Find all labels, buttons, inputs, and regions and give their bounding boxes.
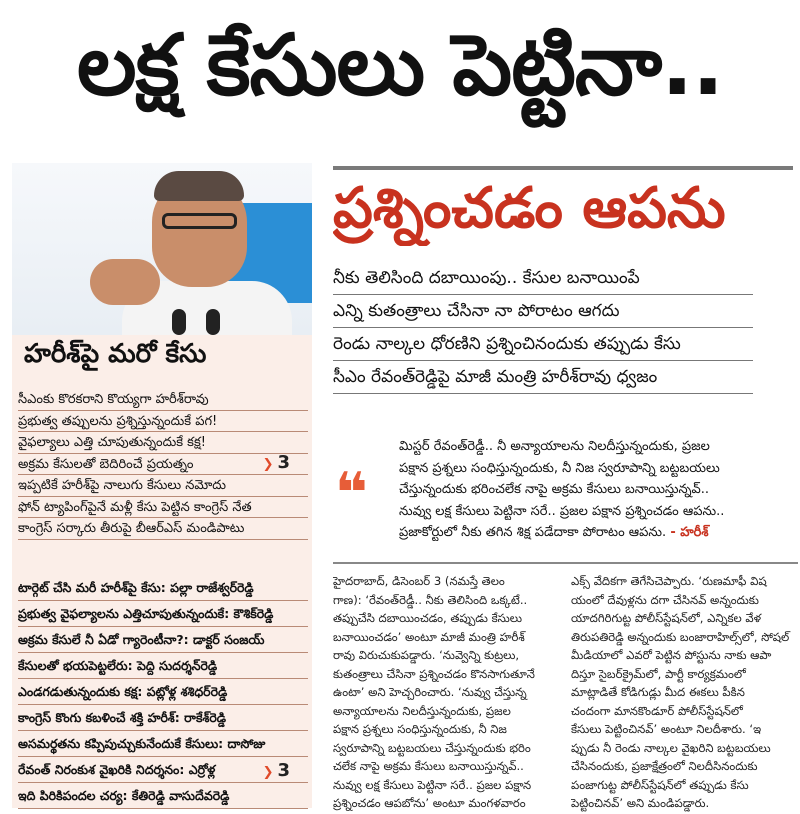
side-summary — [18, 389, 308, 540]
deck-line: ఎన్ని కుతంత్రాలు చేసినా నా పోరాటం ఆగదు — [333, 295, 753, 328]
article-line: పక్షాన ప్రశ్నలు సంధిస్తున్నందుకు, నీ నిజ — [333, 722, 507, 736]
article-line: స్వరూపాన్ని బట్టబయలు చేస్తున్నందుకు భరిం — [333, 740, 531, 755]
page-ref[interactable] — [263, 454, 290, 476]
quote-line: మిస్టర్ రేవంత్‌రెడ్డీ.. నీ అన్యాయాలను నిలదీస్తున్నందుకు, ప్రజల — [399, 439, 710, 454]
related-item: టార్గెట్ చేసి మరీ హరీశ్‌పై కేసు: పల్లా రాజేశ్వర్‌రెడ్డి — [18, 575, 308, 601]
article-line: హైదరాబాద్, డిసెంబర్ 3 (నమస్తే తెలం — [333, 574, 505, 588]
article-line: చందంగా మానకొండూర్ పోలీస్‌స్టేషన్‌లో — [571, 703, 743, 718]
arrow-icon: ❯ — [262, 765, 274, 780]
article-line: ప్రశ్నించడం ఆపబోను’ అంటూ మంగళవారం — [333, 796, 526, 810]
article-line: చలేక నాపై అక్రమ కేసులు బనాయిస్తున్నవ్.. — [333, 759, 524, 773]
article-line: ఉంటా’ అని హెచ్చరించారు. ‘నువ్వు చేస్తున్న — [333, 685, 527, 699]
related-item: ఎండగడుతున్నందుకు కక్ష: పట్లోళ్ల శశిధర్‌రెడ్డి — [18, 679, 308, 705]
related-item: ప్రభుత్వ వైఫల్యాలను ఎత్తిచూపుతున్నందుకే: కౌశిక్‌రెడ్డి — [18, 601, 308, 627]
article-line: యంలో దేవుళ్లను దగా చేసినవ్ అన్నందుకు — [571, 592, 759, 607]
related-item: అసమర్థతను కప్పిపుచ్చుకునేందుకే కేసులు: దాసోజు — [18, 731, 308, 757]
article-line: నువ్వు లక్ష కేసులు పెట్టినా సరే.. ప్రజల పక్షాన — [333, 777, 532, 792]
article-line: పెట్టించినవ్’ అని మండిపడ్డారు. — [571, 796, 710, 810]
side-line: వైఫల్యాలు ఎత్తి చూపుతున్నందుకే కక్ష! — [18, 432, 308, 454]
article-line: బనాయించడం’ అంటూ మాజీ మంత్రి హరీశ్ — [333, 629, 525, 644]
quote-line-text: ప్రజాకోర్టులో నీకు తగిన శిక్ష పడేదాకా పోరాటం ఆపను. — [399, 525, 667, 540]
deck-line: సీఎం రేవంత్‌రెడ్డిపై మాజీ మంత్రి హరీశ్‌రావు ధ్వజం — [333, 361, 753, 394]
deck-line: రెండు నాల్కల ధోరణిని ప్రశ్నించినందుకు తప్పుడు కేసు — [333, 328, 753, 361]
side-line: సీఎంకు కొరకరాని కొయ్యగా హరీశ్‌రావు — [18, 389, 308, 411]
article-line: ప్పుడు నీ రెండు నాల్కల వైఖరిని బట్టబయలు — [571, 740, 771, 755]
article-line: కేసులు పెట్టించినవ్’ అంటూ నిలదీశారు. ‘ఇ — [571, 722, 762, 736]
quote-line: చేస్తున్నందుకు భరించలేక నాపై అక్రమ కేసులు బనాయిస్తున్నవ్.. — [399, 482, 710, 497]
photo-harish-rao — [12, 163, 312, 335]
quote-line: పక్షాన ప్రశ్నలు సంధిస్తున్నందుకు, నీ నిజ స్వరూపాన్ని బట్టబయలు — [399, 460, 720, 476]
page-ref[interactable] — [263, 758, 290, 783]
related-item: కేసులతో భయపెట్టలేరు: పెద్ది సుదర్శన్‌రెడ్డి — [18, 653, 308, 679]
article-line: గాణ): ‘రేవంత్‌రెడ్డీ.. నీకు తెలిసింది ఒక్కటే.. — [333, 592, 528, 607]
deck — [333, 262, 753, 394]
headline: లక్ష కేసులు పెట్టినా.. — [76, 15, 724, 114]
side-line — [18, 454, 308, 476]
subheadline: ప్రశ్నించడం ఆపను — [333, 166, 793, 246]
quote-line — [399, 522, 799, 544]
quote-attribution: - హరీశ్ — [670, 525, 709, 540]
deck-line: నీకు తెలిసింది దబాయింపు.. కేసుల బనాయింపే — [333, 262, 753, 295]
article-line: తిరుపతిరెడ్డి అన్నందుకు బంజారాహిల్స్‌లో, సోషల్ — [571, 629, 790, 644]
side-line: ఫోన్ ట్యాపింగ్‌పైనే మళ్లీ కేసు పెట్టిన కాంగ్రెస్ నేత — [18, 497, 308, 519]
article-line: దిస్తూ సైబర్‌క్రైమ్‌లో, పార్టీ కార్యక్రమంలో — [571, 666, 746, 681]
side-title: హరీశ్‌పై మరో కేసు — [24, 339, 207, 369]
side-line: ప్రభుత్వ తప్పులను ప్రశ్నిస్తున్నందుకే పగ! — [18, 411, 308, 433]
page-ref-number: 3 — [277, 760, 290, 781]
side-line: కాంగ్రెస్ సర్కారు తీరుపై బీఆర్‌ఎస్ మండిపాటు — [18, 518, 308, 540]
related-item-text: రేవంత్ నిరంకుశ వైఖరికి నిదర్శనం: ఎర్రోళ్ల — [18, 762, 216, 777]
quote-marks-icon: ❝ — [335, 461, 368, 526]
article-line: అన్యాయాలను నిలదీస్తున్నందుకు, ప్రజల — [333, 703, 511, 718]
article-line: చేసినందుకు, ప్రజాక్షేత్రంలో నిలదీసినందుకు — [571, 759, 758, 773]
article-line: ఎక్స్ వేదికగా తెగేసిచెప్పారు. ‘రుణమాఫీ విష — [571, 574, 767, 588]
arrow-icon: ❯ — [262, 456, 274, 472]
article-line: తప్పుచేసి దబాయించడం, తప్పుడు కేసులు — [333, 611, 523, 625]
quote-line: నువ్వు లక్ష కేసులు పెట్టినా సరే.. ప్రజల పక్షాన ప్రశ్నించడం ఆపను.. — [399, 503, 725, 519]
related-item: కాంగ్రెస్ కొంగు కబళించే శక్తి హరీశ్: రాకేశ్‌రెడ్డి — [18, 705, 308, 731]
article-line: మీడియాలో ఎవరో పెట్టిన పోస్టును నాకు ఆపా — [571, 648, 772, 662]
related-item: ఇది పిరికిపందల చర్య: కేతిరెడ్డి వాసుదేవరెడ్డి — [18, 783, 308, 809]
page-ref-number: 3 — [277, 453, 290, 473]
article-line: పంజాగుట్ట పోలీస్‌స్టేషన్‌లో తప్పుడు కేసు — [571, 777, 749, 792]
side-line: ఇప్పటికే హరీశ్‌పై నాలుగు కేసులు నమోదు — [18, 475, 308, 497]
article-line: యాదగిరిగుట్ట పోలీస్‌స్టేషన్‌లో, ఎన్నికల వేళ — [571, 611, 762, 625]
related-item: అక్రమ కేసులే నీ ఏడో గ్యారెంటీనా?: డాక్టర్ సంజయ్ — [18, 627, 308, 653]
article-line: రావు విరుచుకుపడ్డారు. ‘నువ్వెన్ని కుట్రలు, — [333, 648, 520, 662]
pull-quote — [333, 432, 798, 564]
article-line: మాట్లాడితే కోడిగుడ్లు మీద ఈకలు పీకిన — [571, 685, 745, 699]
article-column-2 — [571, 572, 793, 813]
related-list — [18, 575, 308, 809]
side-panel — [12, 163, 312, 808]
article-line: కుతంత్రాలు చేసినా ప్రశ్నించడం కొనసాగుతూనే — [333, 666, 535, 681]
side-line-text: అక్రమ కేసులతో బెదిరించే ప్రయత్నం — [18, 456, 194, 472]
related-item — [18, 757, 308, 783]
article-column-1 — [333, 572, 555, 813]
